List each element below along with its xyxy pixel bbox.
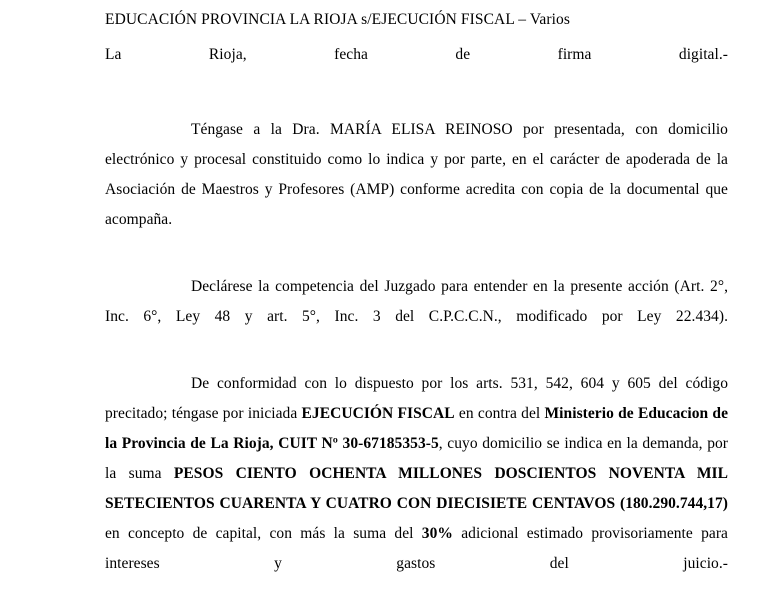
paragraph-presentation: Téngase a la Dra. MARÍA ELISA REINOSO por presentada, con domicilio electrónico y procesal constituido como lo indica y por parte, en el carácter de apoderada de la Asociación de Maestros y Profesores (AMP) conforme acredita con copia de la documental que acompaña. [105,121,728,228]
paragraph-spacer [105,362,728,369]
paragraph-fiscal-execution: De conformidad con lo dispuesto por los arts. 531, 542, 604 y 605 del código precitado; téngase por iniciada EJECUCIÓN FISCAL en contra del Ministerio de Educacion de la Provincia de La Rioja, CUIT Nº 30-67185353-5, cuyo domicilio se indica en la demanda, por la suma PESOS CIENTO OCHENTA MILLONES DOSCIENTOS NOVENTA MIL SETECIENTOS CUARENTA Y CUATRO CON DIECISIETE CENTAVOS (180.290.744,17) en concepto de capital, con más la suma del 30% adicional estimado provisoriamente para intereses y gastos del juicio.- [105,375,729,572]
paragraph-spacer [105,108,728,115]
place-and-date-line: La Rioja, fecha de firma digital.- [105,46,728,63]
document-title: EDUCACIÓN PROVINCIA LA RIOJA s/EJECUCIÓN FISCAL – Varios [105,11,571,28]
paragraph-spacer [105,265,728,272]
paragraph-competence: Declárese la competencia del Juzgado para entender en la presente acción (Art. 2°, Inc. 6°, Ley 48 y art. 5°, Inc. 3 del C.P.C.C.N., modificado por Ley 22.434). [105,278,728,325]
